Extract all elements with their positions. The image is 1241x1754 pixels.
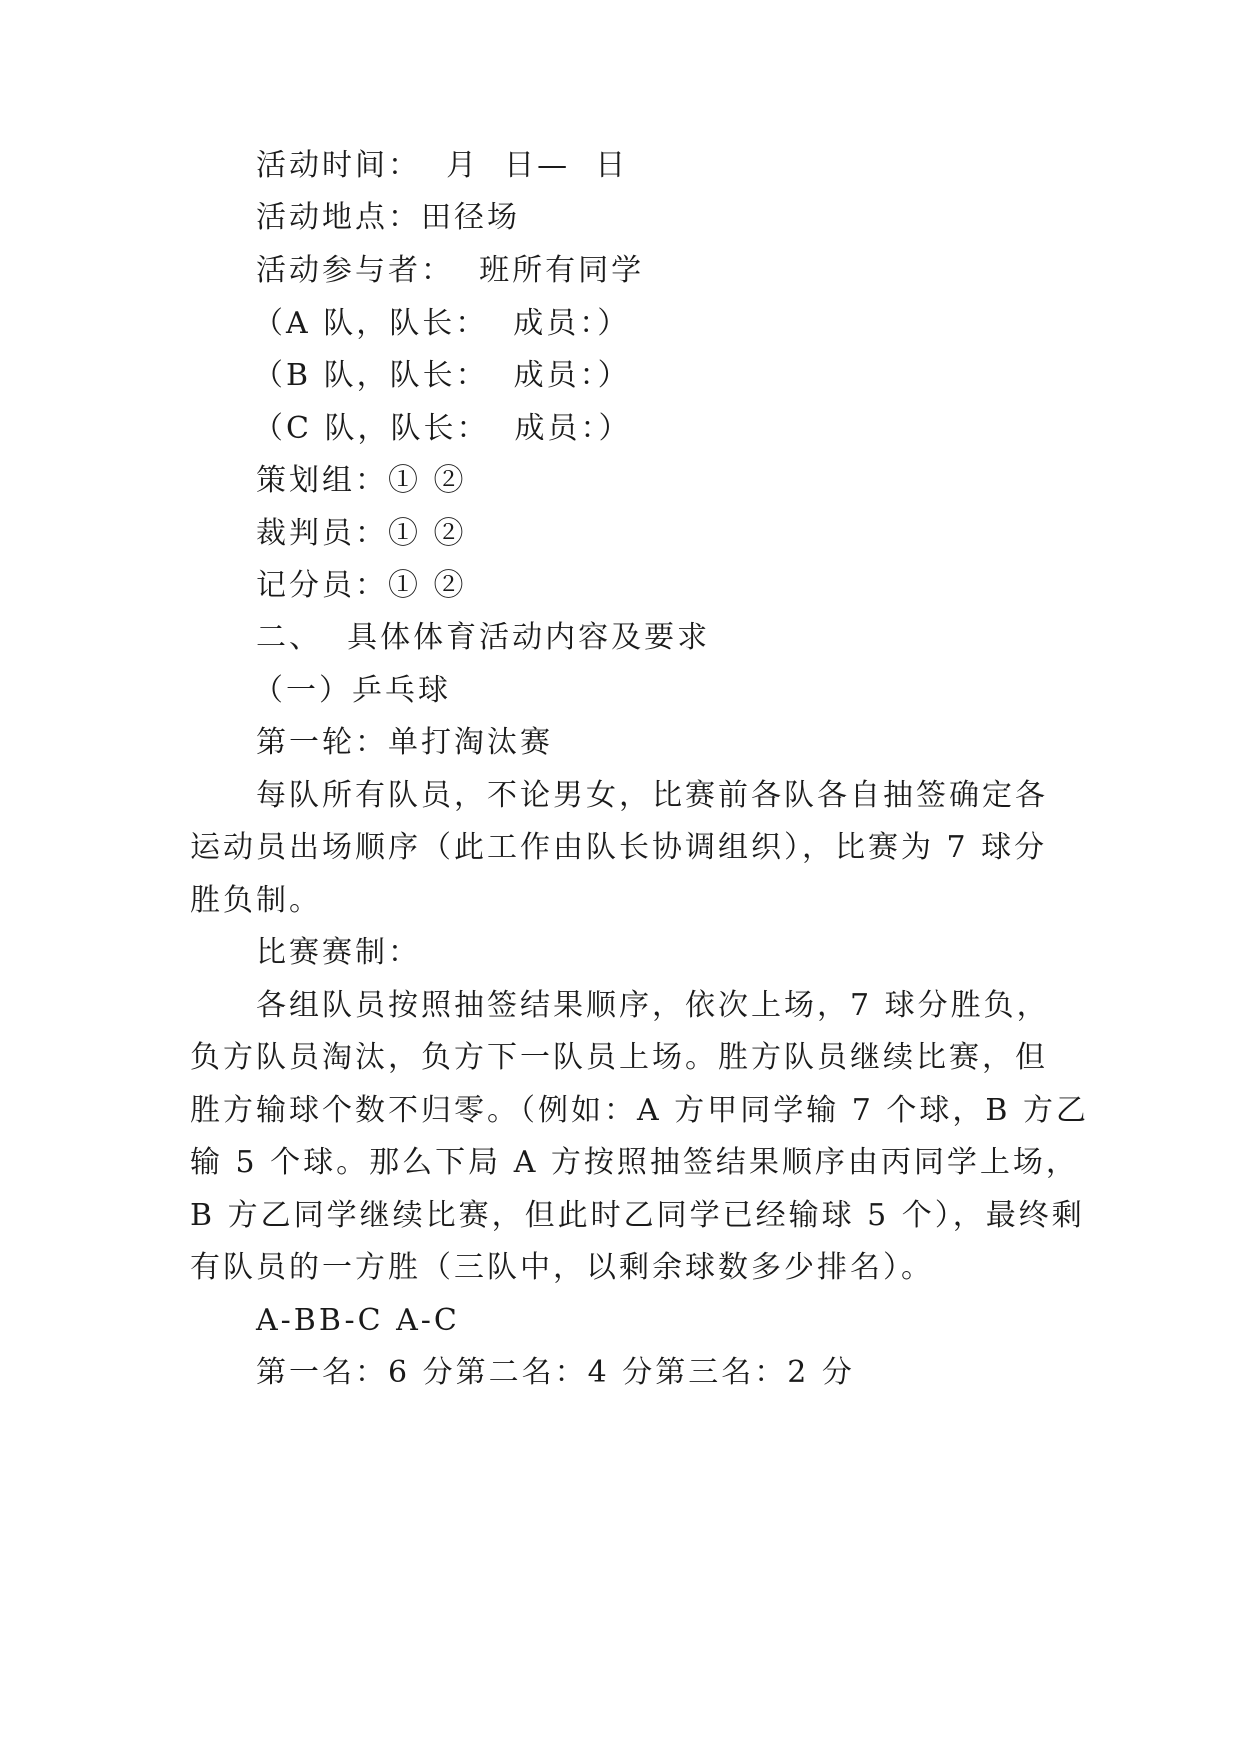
planning-group-line: 策划组：① ② [256, 463, 467, 498]
activity-location-line: 活动地点：田径场 [256, 200, 520, 235]
paragraph-line: 运动员出场顺序（此工作由队长协调组织），比赛为 7 球分 [190, 830, 1048, 865]
team-b-line: （B 队，队长： 成员：） [253, 358, 631, 393]
subsection-heading: （一）乒乓球 [253, 673, 451, 708]
paragraph-line: 各组队员按照抽签结果顺序，依次上场，7 球分胜负， [256, 988, 1050, 1023]
paragraph-line: 每队所有队员，不论男女，比赛前各队各自抽签确定各 [256, 778, 1048, 813]
rules-heading: 比赛赛制： [256, 935, 421, 970]
team-c-line: （C 队，队长： 成员：） [253, 411, 632, 446]
team-a-line: （A 队，队长： 成员：） [253, 306, 631, 341]
scorekeeper-line: 记分员：① ② [256, 568, 467, 603]
section-heading: 二、 具体体育活动内容及要求 [256, 620, 711, 655]
participants-line: 活动参与者： 班所有同学 [256, 253, 645, 288]
paragraph-line: 有队员的一方胜（三队中，以剩余球数多少排名）。 [190, 1250, 934, 1285]
paragraph-line: B 方乙同学继续比赛，但此时乙同学已经输球 5 个），最终剩 [190, 1198, 1085, 1233]
referee-line: 裁判员：① ② [256, 516, 467, 551]
paragraph-line: 负方队员淘汰，负方下一队员上场。胜方队员继续比赛，但 [190, 1040, 1048, 1075]
paragraph-line: 胜方输球个数不归零。（例如：A 方甲同学输 7 个球，B 方乙 [190, 1093, 1089, 1128]
matchup-line: A-BB-C A-C [256, 1303, 460, 1338]
paragraph-line: 输 5 个球。那么下局 A 方按照抽签结果顺序由丙同学上场， [190, 1145, 1079, 1180]
activity-time-line: 活动时间： 月 日— 日 [256, 148, 629, 183]
round-heading: 第一轮：单打淘汰赛 [256, 725, 553, 760]
scoring-line: 第一名：6 分第二名：4 分第三名：2 分 [256, 1355, 855, 1390]
paragraph-line: 胜负制。 [190, 883, 322, 918]
